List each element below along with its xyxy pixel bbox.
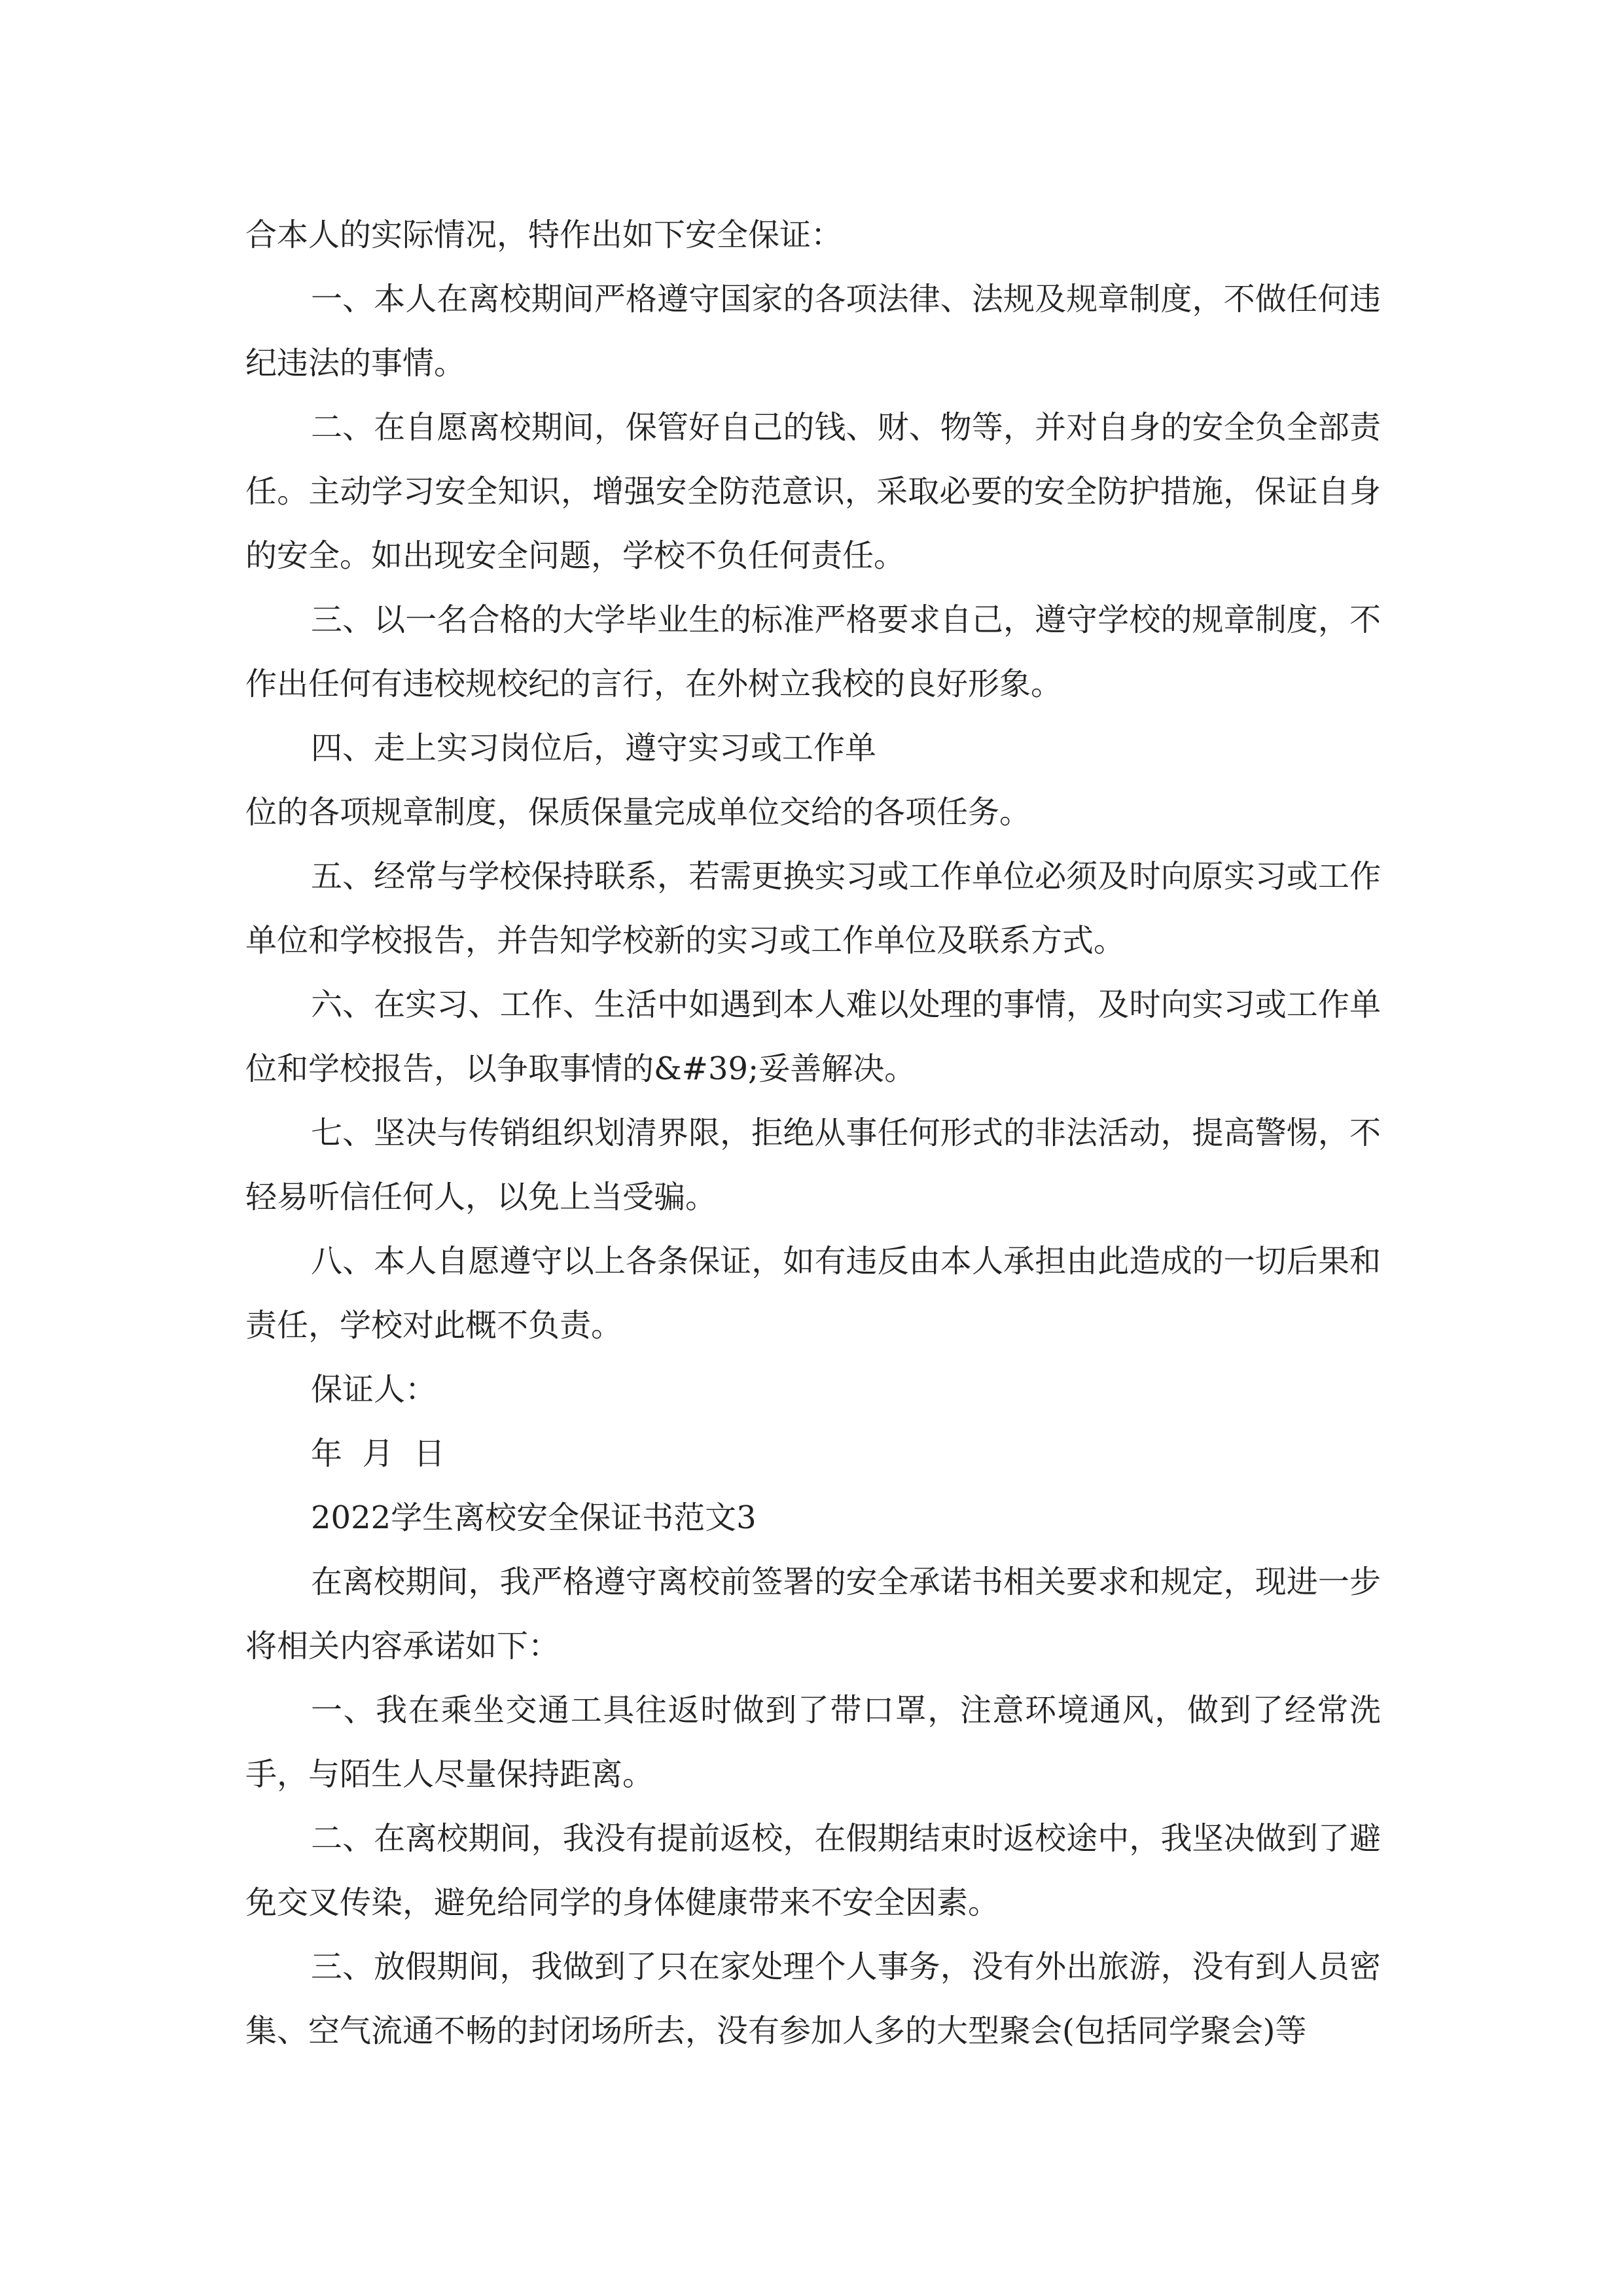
paragraph: 合本人的实际情况，特作出如下安全保证： — [245, 217, 843, 253]
paragraph: 五、经常与学校保持联系，若需更换实习或工作单位必须及时向原实习或工作单位和学校报告，并告知学校新的实习或工作单位及联系方式。 — [245, 858, 1381, 959]
paragraph: 一、本人在离校期间严格遵守国家的各项法律、法规及规章制度，不做任何违纪违法的事情。 — [245, 281, 1381, 382]
paragraph: 四、走上实习岗位后，遵守实习或工作单 — [311, 730, 877, 766]
section-heading: 2022学生离校安全保证书范文3 — [311, 1499, 757, 1536]
paragraph: 三、以一名合格的大学毕业生的标准严格要求自己，遵守学校的规章制度，不作出任何有违校规校纪的言行，在外树立我校的良好形象。 — [245, 601, 1381, 702]
paragraph: 二、在离校期间，我没有提前返校，在假期结束时返校途中，我坚决做到了避免交叉传染，避免给同学的身体健康带来不安全因素。 — [245, 1820, 1381, 1921]
paragraph: 七、坚决与传销组织划清界限，拒绝从事任何形式的非法活动，提高警惕，不轻易听信任何人，以免上当受骗。 — [245, 1115, 1381, 1215]
date-line: 年 月 日 — [311, 1435, 446, 1472]
document-body — [245, 203, 1381, 2063]
paragraph: 一、我在乘坐交通工具往返时做到了带口罩，注意环境通风，做到了经常洗手，与陌生人尽量保持距离。 — [245, 1692, 1381, 1793]
paragraph: 六、在实习、工作、生活中如遇到本人难以处理的事情，及时向实习或工作单位和学校报告，以争取事情的&#39;妥善解决。 — [245, 986, 1381, 1087]
paragraph: 位的各项规章制度，保质保量完成单位交给的各项任务。 — [245, 794, 1031, 831]
paragraph: 三、放假期间，我做到了只在家处理个人事务，没有外出旅游，没有到人员密集、空气流通不畅的封闭场所去，没有参加人多的大型聚会(包括同学聚会)等 — [245, 1948, 1381, 2049]
guarantor-label: 保证人： — [311, 1371, 437, 1408]
paragraph: 在离校期间，我严格遵守离校前签署的安全承诺书相关要求和规定，现进一步将相关内容承诺如下： — [245, 1564, 1381, 1664]
paragraph: 二、在自愿离校期间，保管好自己的钱、财、物等，并对自身的安全负全部责任。主动学习安全知识，增强安全防范意识，采取必要的安全防护措施，保证自身的安全。如出现安全问题，学校不负任何责任。 — [245, 409, 1381, 574]
paragraph: 八、本人自愿遵守以上各条保证，如有违反由本人承担由此造成的一切后果和责任，学校对此概不负责。 — [245, 1243, 1381, 1344]
